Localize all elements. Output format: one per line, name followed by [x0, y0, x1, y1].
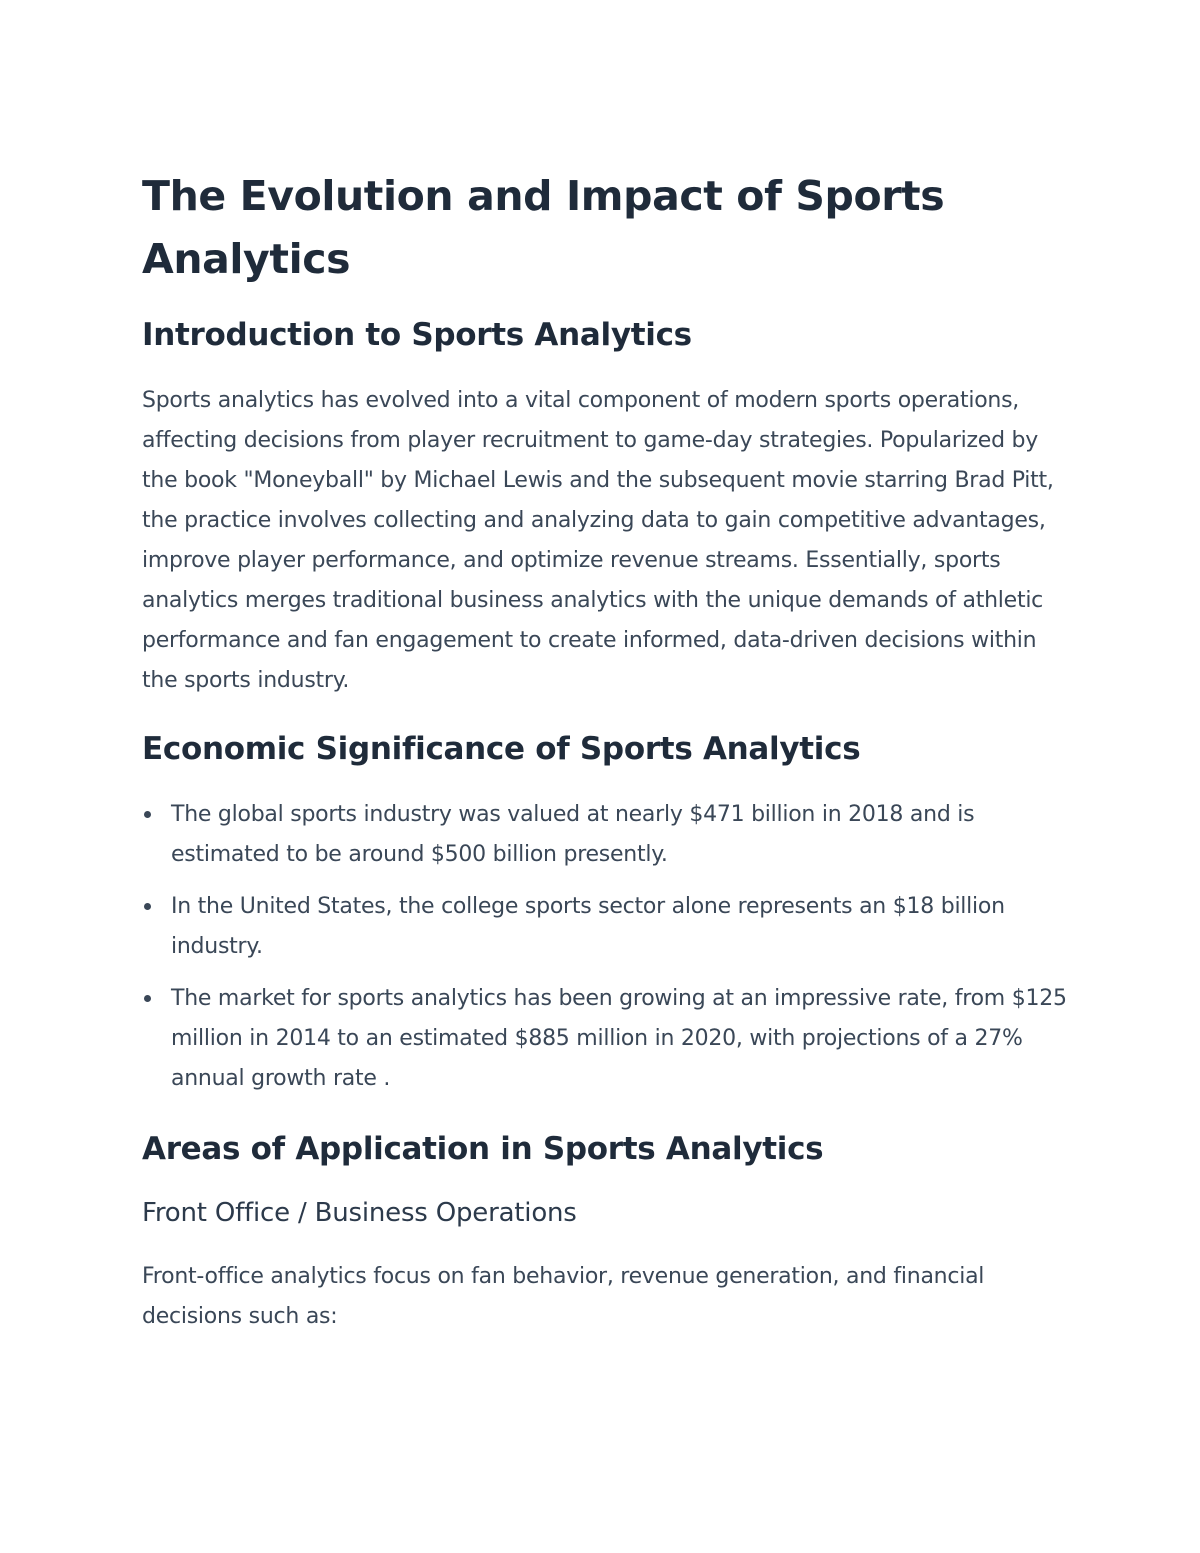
bullet-dot-icon	[144, 995, 151, 1002]
economic-bullet-list	[142, 795, 1072, 1099]
section-heading-introduction: Introduction to Sports Analytics	[142, 317, 692, 353]
list-item	[142, 979, 1072, 1099]
list-item	[142, 795, 1072, 875]
list-item-text: The global sports industry was valued at nearly $471 billion in 2018 and is estimated to be around $500 billion presently.	[171, 802, 975, 867]
section-heading-areas: Areas of Application in Sports Analytics	[142, 1131, 824, 1167]
document-title: The Evolution and Impact of Sports Analytics	[142, 172, 945, 283]
document-page	[142, 165, 1072, 1337]
list-item-text: In the United States, the college sports sector alone represents an $18 billion industry.	[171, 894, 1005, 959]
subsection-heading-front-office: Front Office / Business Operations	[142, 1198, 577, 1228]
bullet-dot-icon	[144, 903, 151, 910]
bullet-dot-icon	[144, 811, 151, 818]
front-office-paragraph: Front-office analytics focus on fan behavior, revenue generation, and financial decisions such as:	[142, 1264, 985, 1329]
section-heading-economic: Economic Significance of Sports Analytics	[142, 731, 861, 767]
list-item	[142, 887, 1072, 967]
list-item-text: The market for sports analytics has been growing at an impressive rate, from $125 million in 2014 to an estimated $885 million in 2020, with projections of a 27% annual growth rate .	[171, 986, 1067, 1091]
introduction-paragraph: Sports analytics has evolved into a vital component of modern sports operations, affecting decisions from player recruitment to game-day strategies. Popularized by the book "Moneyball" by Michael Lewis and the subsequent movie starring Brad Pitt, the practice involves collecting and analyzing data to gain competitive advantages, improve player performance, and optimize revenue streams. Essentially, sports analytics merges traditional business analytics with the unique demands of athletic performance and fan engagement to create informed, data-driven decisions within the sports industry.	[142, 388, 1054, 693]
